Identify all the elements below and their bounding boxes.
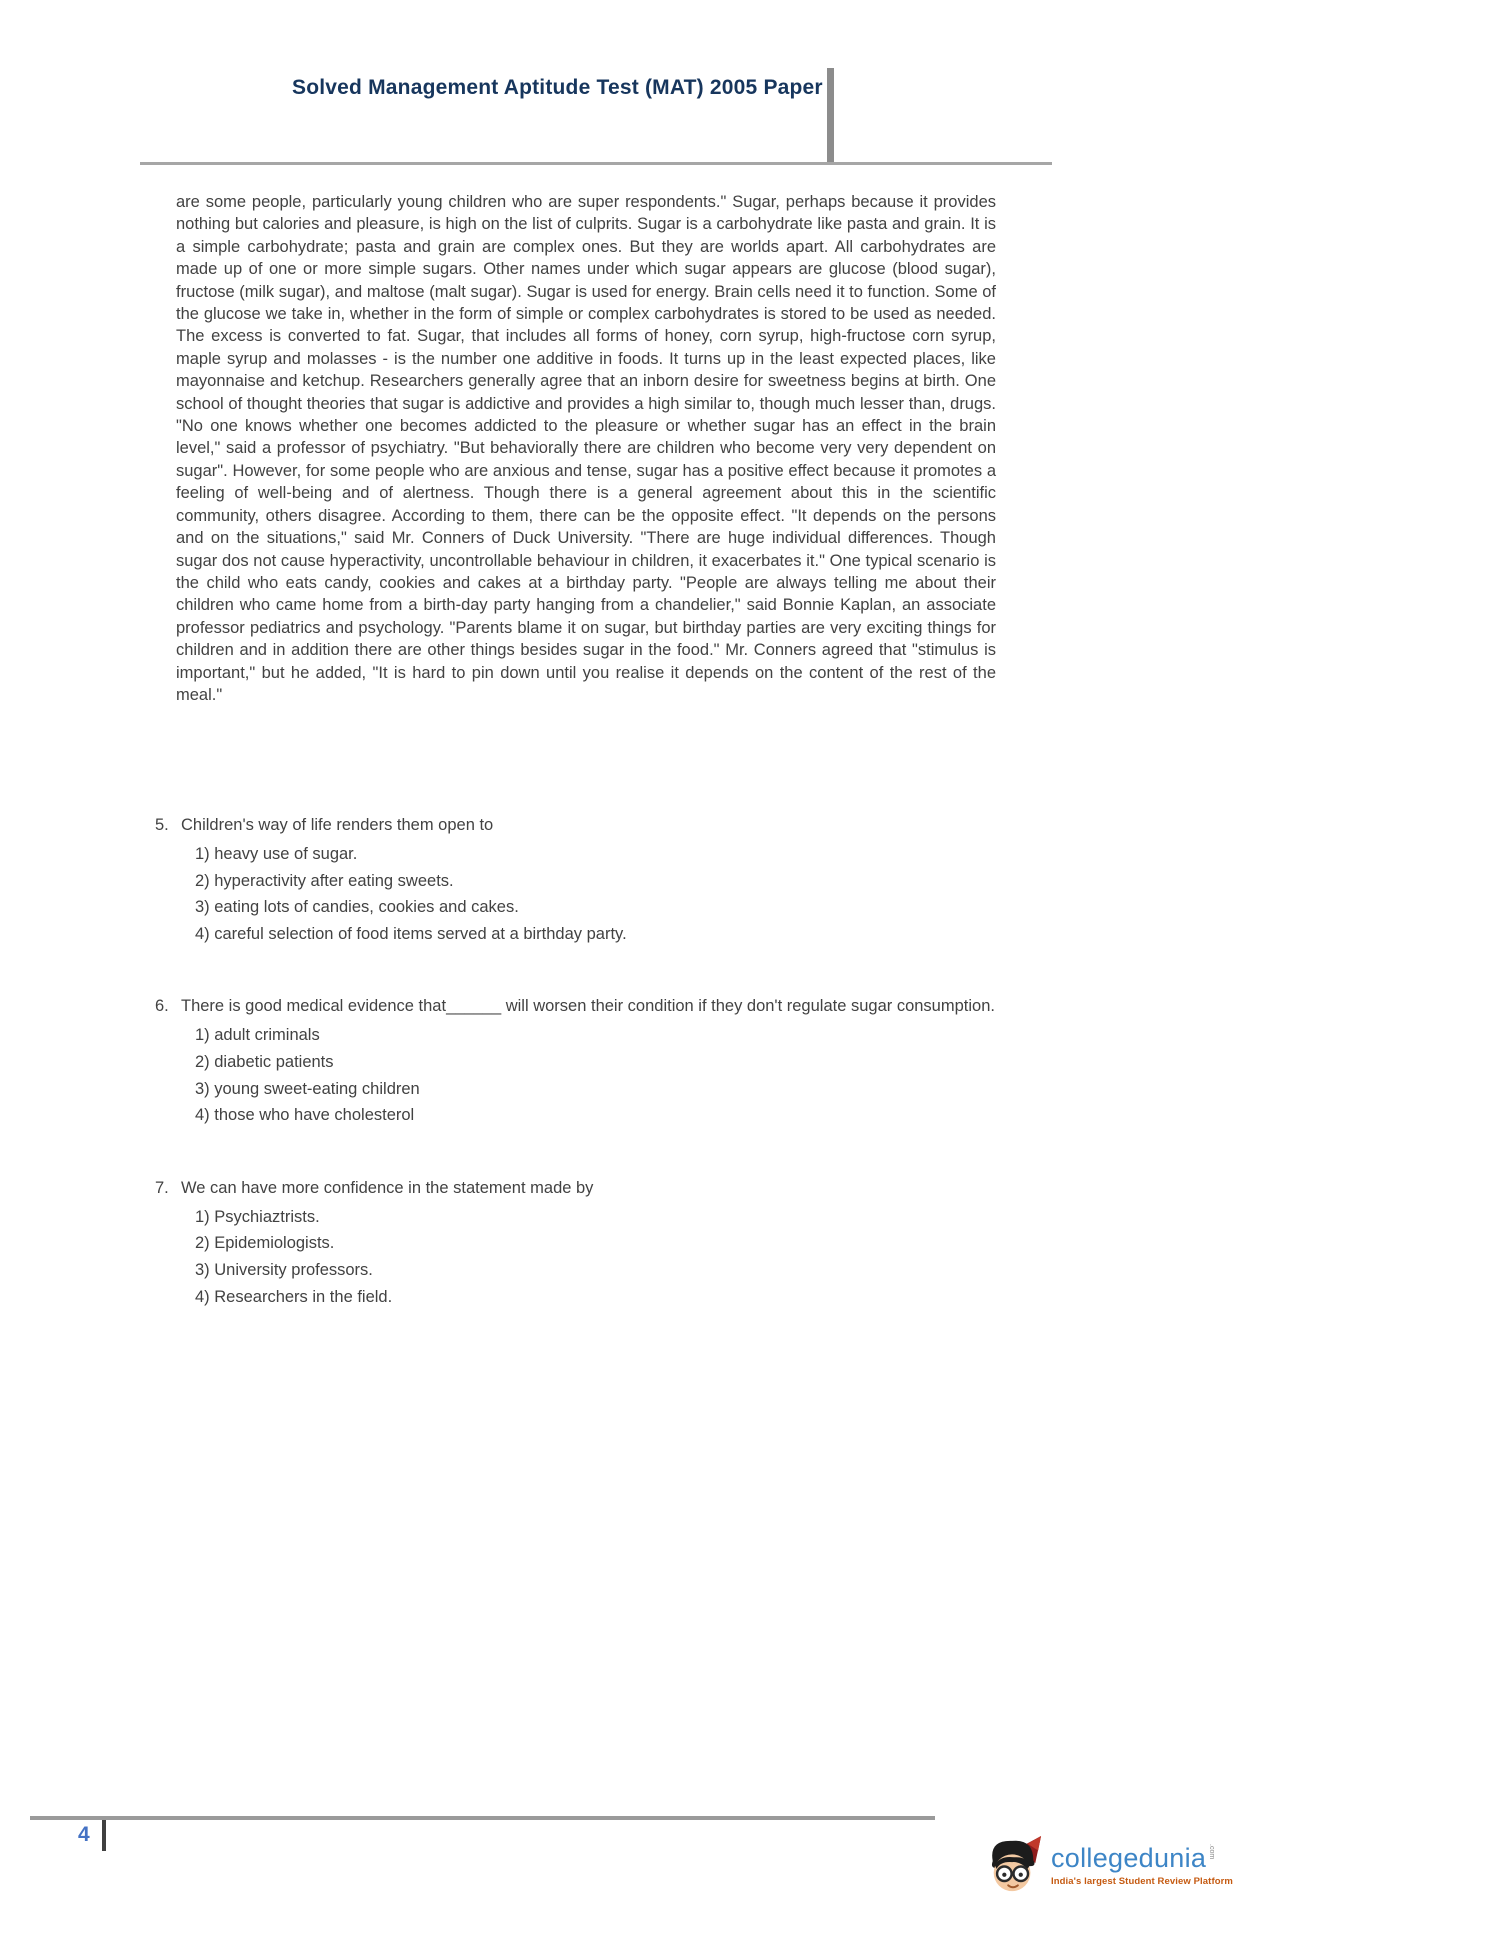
footer-rule bbox=[30, 1816, 935, 1820]
option: 4) careful selection of food items served at a birthday party. bbox=[195, 924, 627, 943]
page-number: 4 bbox=[78, 1823, 90, 1846]
questions-section bbox=[155, 812, 1017, 1356]
options-list bbox=[155, 1022, 1017, 1128]
option: 2) diabetic patients bbox=[195, 1052, 334, 1071]
logo-brand-row bbox=[1051, 1844, 1233, 1872]
question-text: Children's way of life renders them open to bbox=[181, 816, 494, 834]
header-divider-bar bbox=[827, 68, 834, 165]
question-text: We can have more confidence in the statement made by bbox=[181, 1178, 594, 1197]
option: 3) University professors. bbox=[195, 1260, 373, 1279]
option: 4) Researchers in the field. bbox=[195, 1287, 393, 1306]
option: 1) Psychiaztrists. bbox=[195, 1207, 320, 1226]
collegedunia-logo bbox=[985, 1834, 1233, 1898]
reading-passage: are some people, particularly young children who are super respondents." Sugar, perhaps because it provides nothing but calories and pleasure, is high on the list of culprits. Sugar is a carbohydrate like pasta and grain. It is a simple carbohydrate; pasta and grain are complex ones. But they are worlds apart. All carbohydrates are made up of one or more simple sugars. Other names under which sugar appears are glucose (blood sugar), fructose (milk sugar), and maltose (malt sugar). Sugar is used for energy. Brain cells need it to function. Some of the glucose we take in, whether in the form of simple or complex carbohydrates is stored to be used as needed. The excess is converted to fat. Sugar, that includes all forms of honey, corn syrup, high-fructose corn syrup, maple syrup and molasses - is the number one additive in foods. It turns up in the least expected places, like mayonnaise and ketchup. Researchers generally agree that an inborn desire for sweetness begins at birth. One school of thought theories that sugar is addictive and provides a high similar to, though much lesser than, drugs. "No one knows whether one becomes addicted to the pleasure or whether sugar has an effect in the brain level," said a professor of psychiatry. "But behaviorally there are children who become very very dependent on sugar". However, for some people who are anxious and tense, sugar has a positive effect because it promotes a feeling of well-being and of alertness. Though there is a general agreement about this in the scientific community, others disagree. According to them, there can be the opposite effect. "It depends on the persons and on the situations," said Mr. Conners of Duck University. "There are huge individual differences. Though sugar dos not cause hyperactivity, uncontrollable behaviour in children, it exacerbates it." One typical scenario is the child who eats candy, cookies and cakes at a birthday party. "People are always telling me about their children who came home from a birth-day party hanging from a chandelier," said Bonnie Kaplan, an associate professor pediatrics and psychology. "Parents blame it on sugar, but birthday parties are very exciting things for children and in addition there are other things besides sugar in the food." Mr. Conners agreed that "stimulus is important," but he added, "It is hard to pin down until you realise it depends on the content of the rest of the meal." bbox=[176, 193, 996, 704]
option: 1) heavy use of sugar. bbox=[195, 845, 358, 863]
question-number: 6. bbox=[155, 997, 169, 1016]
question-head bbox=[155, 993, 1017, 1019]
question-text: There is good medical evidence that______ will worsen their condition if they don't regulate sugar consumption. bbox=[181, 997, 995, 1016]
question-5 bbox=[155, 812, 1017, 947]
logo-suffix-text: .com bbox=[1208, 1844, 1216, 1860]
page-number-bar bbox=[102, 1820, 106, 1851]
option: 1) adult criminals bbox=[195, 1026, 320, 1045]
collegedunia-mascot-icon bbox=[985, 1834, 1043, 1898]
options-list bbox=[155, 841, 1017, 947]
option: 3) young sweet-eating children bbox=[195, 1079, 420, 1098]
option: 2) Epidemiologists. bbox=[195, 1234, 335, 1253]
question-head bbox=[155, 812, 1017, 838]
question-number: 7. bbox=[155, 1178, 169, 1197]
logo-tagline: India's largest Student Review Platform bbox=[1051, 1876, 1233, 1887]
question-7 bbox=[155, 1175, 1017, 1310]
header-rule bbox=[140, 162, 1052, 165]
question-6 bbox=[155, 993, 1017, 1128]
option: 4) those who have cholesterol bbox=[195, 1106, 415, 1125]
question-number: 5. bbox=[155, 816, 169, 834]
page-title: Solved Management Aptitude Test (MAT) 2005 Paper bbox=[292, 76, 823, 99]
option: 2) hyperactivity after eating sweets. bbox=[195, 871, 454, 890]
options-list bbox=[155, 1204, 1017, 1310]
logo-text-block bbox=[1051, 1834, 1233, 1887]
option: 3) eating lots of candies, cookies and cakes. bbox=[195, 898, 519, 917]
question-head bbox=[155, 1175, 1017, 1201]
logo-brand-text: collegedunia bbox=[1051, 1843, 1207, 1873]
